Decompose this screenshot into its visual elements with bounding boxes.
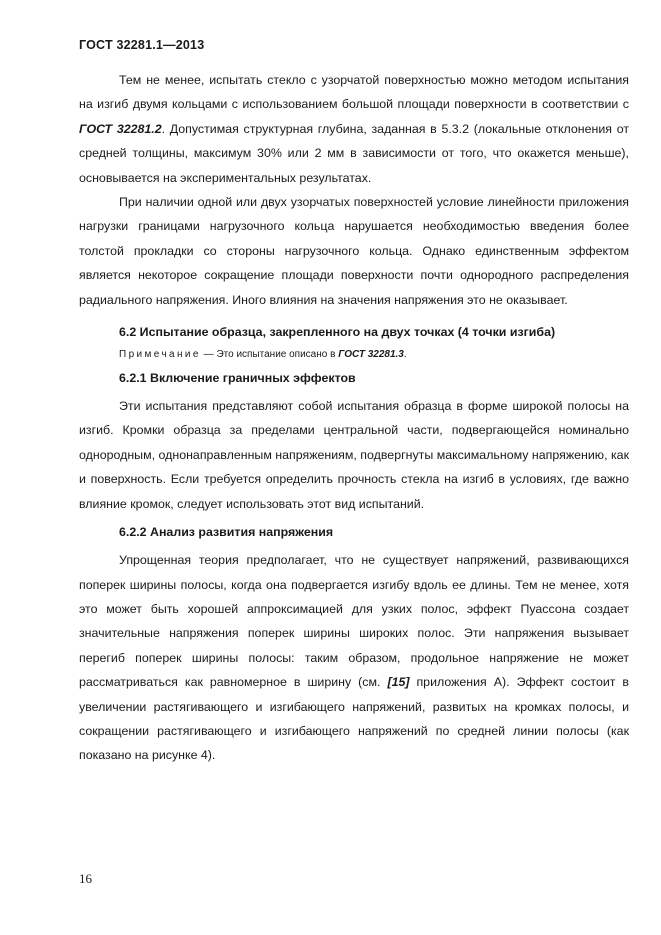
- section-heading-6-2: 6.2 Испытание образца, закрепленного на двух точках (4 точки изгиба): [119, 325, 556, 340]
- section-heading-6-2-2: 6.2.2 Анализ развития напряжения: [119, 525, 334, 540]
- note-text: Это испытание описано в: [216, 349, 339, 361]
- paragraph-stress-analysis: [79, 548, 629, 768]
- note-label: Примечание: [119, 349, 201, 361]
- paragraph-edge-effects: Эти испытания представляют собой испытания образца в форме широкой полосы на изгиб. Кромки образца за пределами центральной части, подвергающейся номинально однородным, однонаправленным напряжениям, подвергнуты максимальному напряжению, как и поверхность. Если требуется определить прочность стекла на изгиб в условиях, где важно влияние кромок, следует использовать этот вид испытаний.: [79, 399, 629, 511]
- paragraph-patterned-glass: [79, 68, 629, 190]
- note-dash: —: [200, 349, 217, 361]
- paragraph-text: Тем не менее, испытать стекло с узорчатой поверхностью можно методом испытания на изгиб двумя кольцами с использованием большой площади поверхности в соответствии с: [79, 73, 629, 112]
- section-heading-6-2-1: 6.2.1 Включение граничных эффектов: [119, 371, 356, 386]
- paragraph-text: Упрощенная теория предполагает, что не существует напряжений, развивающихся поперек ширины полосы, когда она подвергается изгибу вдоль ее длины. Тем не менее, хотя это может быть хорошей аппроксимацией для узких полос, эффект Пуассона создает значительные напряжения поперек ширины широких полос. Эти напряжения вызывает перегиб поперек ширины полосы: таким образом, продольное напряжение не может рассматриваться как равномерное в ширину (см.: [79, 553, 629, 690]
- bibliography-reference: [15]: [387, 675, 410, 690]
- note-end: .: [403, 349, 407, 361]
- page-number: 16: [79, 871, 92, 886]
- paragraph-patterned-surfaces: При наличии одной или двух узорчатых поверхностей условие линейности приложения нагрузки границами нагрузочного кольца нарушается необходимостью введения более толстой прокладки со стороны нагрузочного кольца. Однако единственным эффектом является некоторое сокращение площади поверхности почти однородного распределения радиального напряжения. Иного влияния на значения напряжения это не оказывает.: [79, 195, 629, 307]
- note: [79, 344, 629, 366]
- page-body: [79, 68, 629, 768]
- standard-reference: ГОСТ 32281.2: [79, 121, 162, 136]
- paragraph-text: приложения А). Эффект состоит в увеличении растягивающего и изгибающего напряжений, развитых на кромках полосы, и сокращении растягивающего и изгибающего напряжений по средней линии полосы (как показано на рисунке 4).: [79, 675, 630, 763]
- paragraph-text: . Допустимая структурная глубина, заданная в 5.3.2 (локальные отклонения от средней толщины, максимум 30% или 2 мм в зависимости от того, что окажется меньше), основывается на экспериментальных результатах.: [79, 121, 629, 185]
- note-standard-reference: ГОСТ 32281.3: [338, 349, 404, 361]
- document-header: ГОСТ 32281.1—2013: [79, 38, 205, 52]
